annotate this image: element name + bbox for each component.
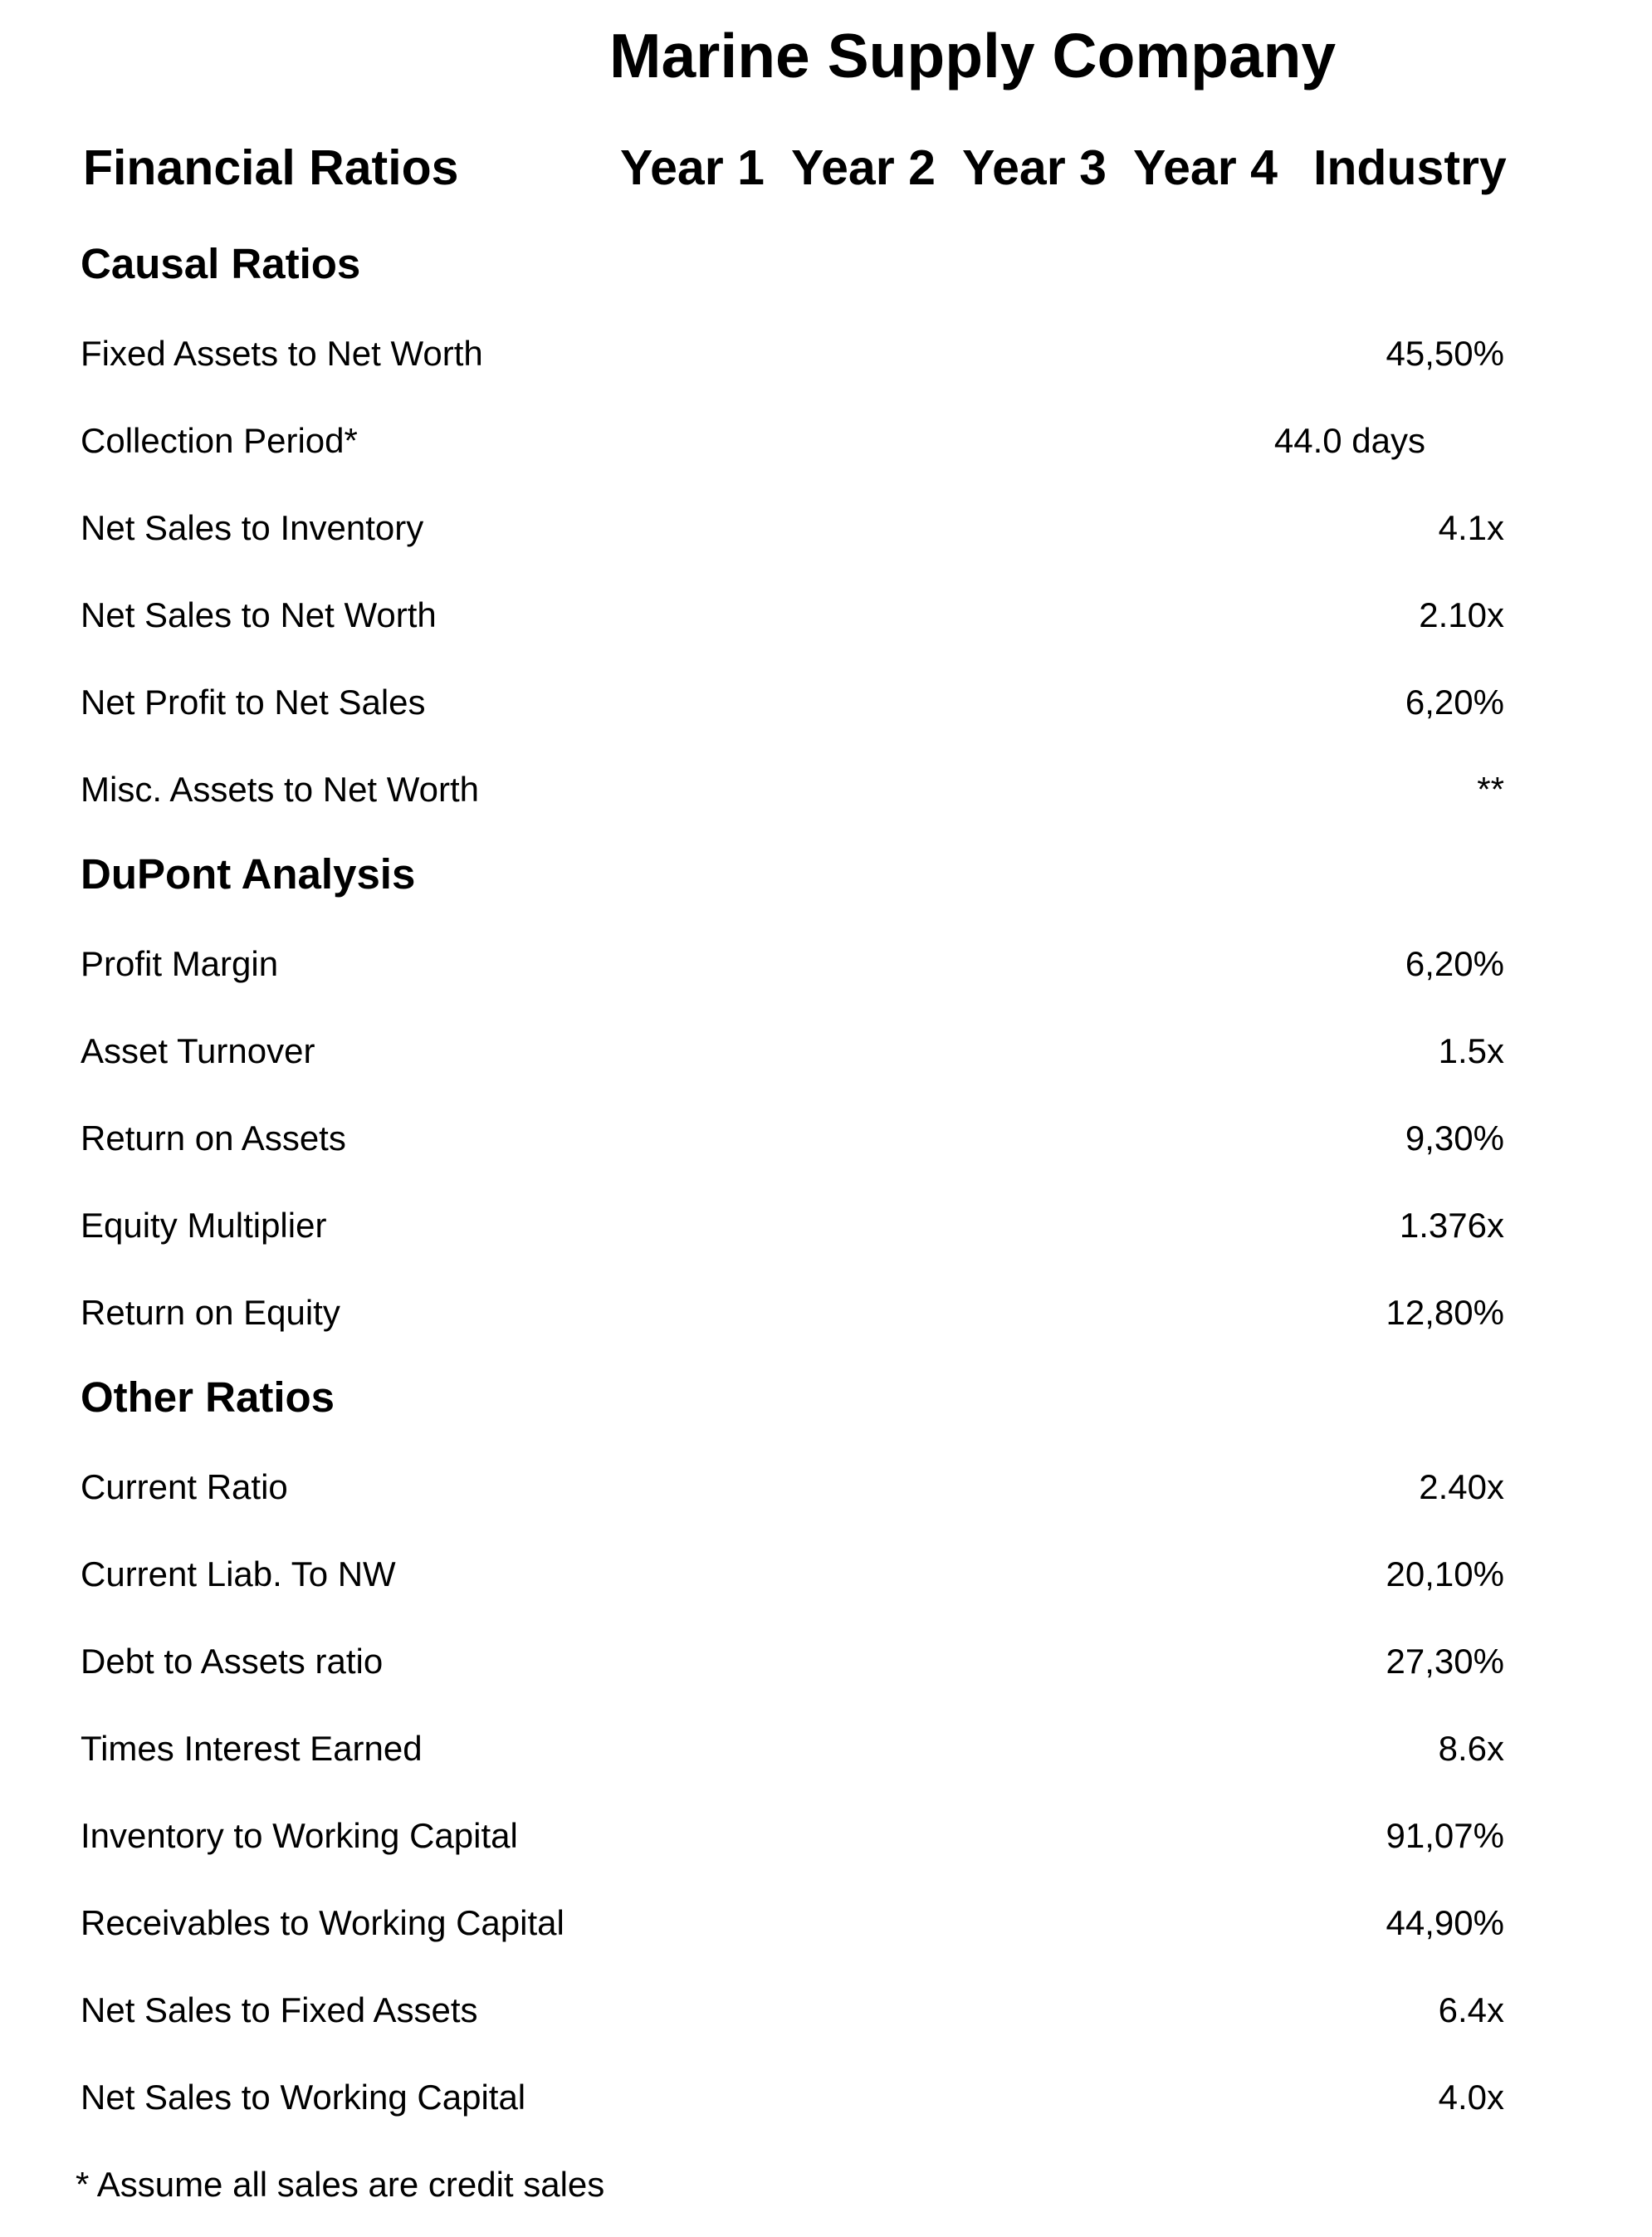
row-inventory-to-working-capital (0, 1818, 1652, 1906)
row-current-liab-to-nw (0, 1554, 1652, 1644)
ratio-value-industry: 45,50% (1386, 334, 1504, 373)
ratio-label: Profit Margin (81, 944, 279, 983)
row-net-sales-to-fixed-assets (0, 1990, 1652, 2080)
row-current-ratio (0, 1467, 1652, 1557)
row-misc-assets-to-net-worth (0, 772, 1652, 859)
row-net-sales-to-working-capital (0, 2080, 1652, 2167)
section-heading-causal-ratios (0, 240, 1652, 336)
footnote-row (0, 2167, 1652, 2237)
row-equity-multiplier (0, 1208, 1652, 1295)
ratio-label: Equity Multiplier (81, 1206, 327, 1245)
section-heading-label: Other Ratios (81, 1373, 335, 1421)
ratio-value-industry: 12,80% (1386, 1293, 1504, 1332)
column-header-year-3: Year 3 (962, 140, 1107, 195)
ratio-value-industry: 44.0 days (1273, 421, 1425, 460)
ratio-label: Current Liab. To NW (81, 1554, 396, 1593)
ratio-label: Receivables to Working Capital (81, 1903, 565, 1942)
section-heading-dupont-analysis (0, 850, 1652, 947)
ratio-value-industry: 2.10x (1419, 595, 1504, 634)
ratio-value-industry: 20,10% (1386, 1554, 1504, 1593)
ratio-value-industry: 8.6x (1438, 1729, 1504, 1768)
ratio-label: Net Sales to Net Worth (81, 595, 437, 634)
row-collection-period (0, 423, 1652, 511)
row-net-profit-to-net-sales (0, 685, 1652, 772)
ratio-value-industry: 9,30% (1405, 1118, 1504, 1158)
row-times-interest-earned (0, 1731, 1652, 1818)
row-debt-to-assets-ratio (0, 1644, 1652, 1731)
ratio-value-industry: 4.0x (1438, 2078, 1504, 2117)
ratio-value-industry: 44,90% (1386, 1903, 1504, 1942)
section-heading-label: DuPont Analysis (81, 850, 416, 898)
ratio-label: Asset Turnover (81, 1031, 315, 1070)
ratio-label: Return on Assets (81, 1118, 346, 1158)
ratio-label: Net Sales to Inventory (81, 508, 424, 547)
ratio-value-industry: ** (1477, 770, 1504, 809)
row-profit-margin (0, 944, 1652, 1034)
column-header-year-1: Year 1 (620, 140, 765, 195)
ratio-value-industry: 6,20% (1405, 683, 1504, 722)
ratio-value-industry: 4.1x (1438, 508, 1504, 547)
ratios-table-body (0, 240, 1652, 2237)
row-receivables-to-working-capital (0, 1903, 1652, 1993)
ratio-label: Return on Equity (81, 1293, 340, 1332)
ratio-value-industry: 6,20% (1405, 944, 1504, 983)
ratio-value-industry: 1.376x (1399, 1206, 1504, 1245)
ratio-label: Net Profit to Net Sales (81, 683, 426, 722)
row-net-sales-to-net-worth (0, 595, 1652, 685)
ratio-value-industry: 91,07% (1386, 1816, 1504, 1855)
ratio-label: Collection Period* (81, 421, 358, 460)
row-return-on-equity (0, 1295, 1652, 1383)
ratio-value-industry: 6.4x (1438, 1990, 1504, 2029)
section-heading-other-ratios (0, 1373, 1652, 1470)
ratio-label: Times Interest Earned (81, 1729, 423, 1768)
ratio-label: Fixed Assets to Net Worth (81, 334, 483, 373)
ratio-label: Misc. Assets to Net Worth (81, 770, 480, 809)
section-heading-label: Causal Ratios (81, 240, 361, 287)
ratio-label: Debt to Assets ratio (81, 1642, 384, 1681)
row-asset-turnover (0, 1031, 1652, 1121)
column-header-year-4: Year 4 (1133, 140, 1278, 195)
column-header-industry: Industry (1313, 140, 1507, 195)
column-header-financial-ratios: Financial Ratios (83, 140, 459, 195)
ratio-value-industry: 2.40x (1419, 1467, 1504, 1506)
row-net-sales-to-inventory (0, 508, 1652, 598)
ratio-label: Net Sales to Fixed Assets (81, 1990, 478, 2029)
row-return-on-assets (0, 1118, 1652, 1208)
row-fixed-assets-to-net-worth (0, 336, 1652, 423)
column-header-year-2: Year 2 (791, 140, 936, 195)
ratio-label: Net Sales to Working Capital (81, 2078, 526, 2117)
ratio-value-industry: 27,30% (1386, 1642, 1504, 1681)
ratio-label: Inventory to Working Capital (81, 1816, 518, 1855)
ratio-label: Current Ratio (81, 1467, 288, 1506)
footnote-text: * Assume all sales are credit sales (76, 2165, 605, 2204)
ratio-value-industry: 1.5x (1438, 1031, 1504, 1070)
document-title: Marine Supply Company (609, 21, 1337, 91)
